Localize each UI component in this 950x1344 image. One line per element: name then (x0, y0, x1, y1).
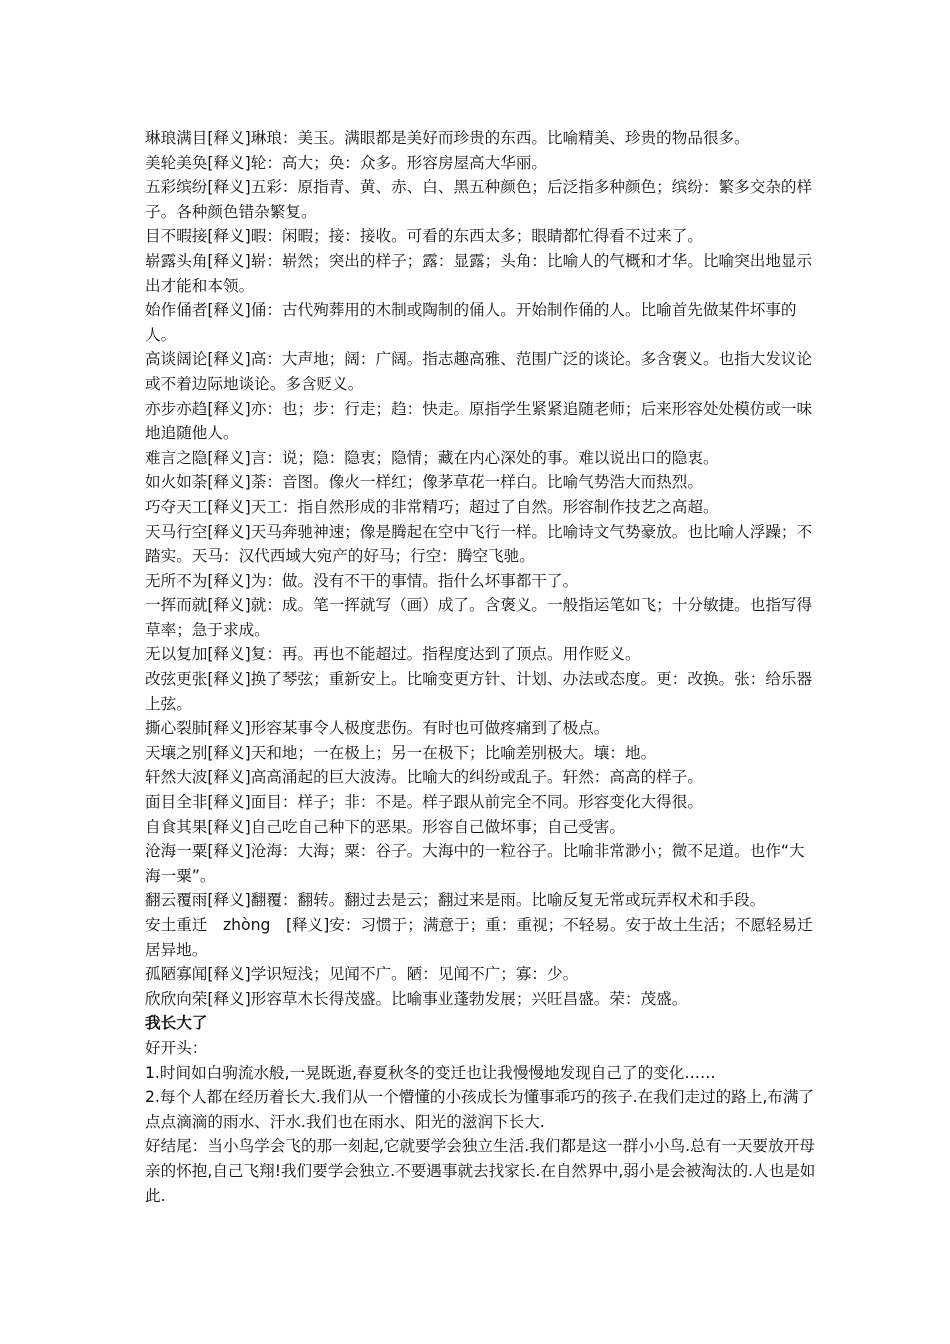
idiom-entry: 撕心裂肺[释义]形容某事令人极度悲伤。有时也可做疼痛到了极点。 (145, 719, 610, 738)
idiom-entry: 孤陋寡闻[释义]学识短浅；见闻不广。陋：见闻不广；寡：少。 (145, 965, 579, 984)
idiom-entry: 无以复加[释义]复：再。再也不能超过。指程度达到了顶点。用作贬义。 (145, 645, 641, 664)
idiom-list (145, 126, 817, 1011)
idiom-entry: 如火如荼[释义]荼：音图。像火一样红；像茅草花一样白。比喻气势浩大而热烈。 (145, 473, 703, 492)
opening-item: 2.每个人都在经历着长大.我们从一个懵懂的小孩成长为懂事乖巧的孩子.在我们走过的路上,布满了点点滴滴的雨水、汗水.我们也在雨水、阳光的滋润下长大. (145, 1088, 815, 1131)
idiom-entry: 无所不为[释义]为：做。没有不干的事情。指什么坏事都干了。 (145, 571, 579, 590)
idiom-entry: 欣欣向荣[释义]形容草木长得茂盛。比喻事业蓬勃发展；兴旺昌盛。荣：茂盛。 (145, 989, 688, 1008)
idiom-entry: 五彩缤纷[释义]五彩：原指青、黄、赤、白、黑五种颜色；后泛指多种颜色；缤纷：繁多交杂的样子。各种颜色错杂繁复。 (145, 178, 813, 221)
idiom-entry: 巧夺天工[释义]天工：指自然形成的非常精巧；超过了自然。形容制作技艺之高超。 (145, 497, 719, 516)
idiom-entry: 翻云覆雨[释义]翻覆：翻转。翻过去是云；翻过来是雨。比喻反复无常或玩弄权术和手段。 (145, 891, 766, 910)
idiom-entry: 始作俑者[释义]俑：古代殉葬用的木制或陶制的俑人。开始制作俑的人。比喻首先做某件坏事的人。 (145, 301, 797, 344)
idiom-entry: 亦步亦趋[释义]亦：也；步：行走；趋：快走。原指学生紧紧追随老师；后来形容处处模仿或一味地追随他人。 (145, 399, 813, 443)
opening-item: 1.时间如白驹流水般,一晃既逝,春夏秋冬的变迁也让我慢慢地发现自己了的变化…… (145, 1063, 716, 1082)
idiom-entry: 自食其果[释义]自己吃自己种下的恶果。形容自己做坏事；自己受害。 (145, 817, 625, 836)
idiom-entry: 改弦更张[释义]换了琴弦；重新安上。比喻变更方针、计划、办法或态度。更：改换。张：给乐器上弦。 (145, 670, 813, 713)
idiom-entry: 目不暇接[释义]暇：闲暇；接：接收。可看的东西太多；眼睛都忙得看不过来了。 (145, 227, 703, 246)
idiom-entry: 琳琅满目[释义]琳琅：美玉。满眼都是美好而珍贵的东西。比喻精美、珍贵的物品很多。 (145, 129, 750, 147)
idiom-entry: 安土重迁 zhòng [释义]安：习惯于；满意于；重：重视；不轻易。安于故土生活；不愿轻易迁居异地。 (145, 916, 813, 959)
idiom-entry: 沧海一粟[释义]沧海：大海；粟：谷子。大海中的一粒谷子。比喻非常渺小；微不足道。也作“大海一粟”。 (145, 842, 805, 885)
document-body (145, 126, 817, 1208)
idiom-entry: 天马行空[释义]天马奔驰神速；像是腾起在空中飞行一样。比喻诗文气势豪放。也比喻人浮躁；不踏实。天马：汉代西域大宛产的好马；行空：腾空飞驰。 (145, 522, 813, 566)
idiom-entry: 天壤之别[释义]天和地；一在极上；另一在极下；比喻差别极大。壤：地。 (145, 743, 657, 762)
idiom-entry: 崭露头角[释义]崭：崭然；突出的样子；露：显露；头角：比喻人的气概和才华。比喻突出地显示出才能和本领。 (145, 251, 813, 295)
idiom-entry: 高谈阔论[释义]高：大声地；阔：广阔。指志趣高雅、范围广泛的谈论。多含褒义。也指大发议论或不着边际地谈论。多含贬义。 (145, 350, 813, 393)
idiom-entry: 面目全非[释义]面目：样子；非：不是。样子跟从前完全不同。形容变化大得很。 (145, 793, 703, 812)
idiom-entry: 美轮美奂[释义]轮：高大；奂：众多。形容房屋高大华丽。 (145, 153, 548, 172)
opening-label: 好开头： (145, 1038, 208, 1057)
idiom-entry: 轩然大波[释义]高高涌起的巨大波涛。比喻大的纠纷或乱子。轩然：高高的样子。 (145, 768, 703, 787)
idiom-entry: 难言之隐[释义]言：说；隐：隐衷；隐情；藏在内心深处的事。难以说出口的隐衷。 (145, 448, 719, 467)
section-title: 我长大了 (145, 1014, 208, 1033)
ending-paragraph: 好结尾：当小鸟学会飞的那一刻起,它就要学会独立生活.我们都是这一群小小鸟.总有一天要放开母亲的怀抱,自己飞翔!我们要学会独立.不要遇事就去找家长.在自然界中,弱小是会被淘汰的.人也是如此. (145, 1137, 816, 1205)
idiom-entry: 一挥而就[释义]就：成。笔一挥就写（画）成了。含褒义。一般指运笔如飞；十分敏捷。也指写得草率；急于求成。 (145, 596, 813, 639)
